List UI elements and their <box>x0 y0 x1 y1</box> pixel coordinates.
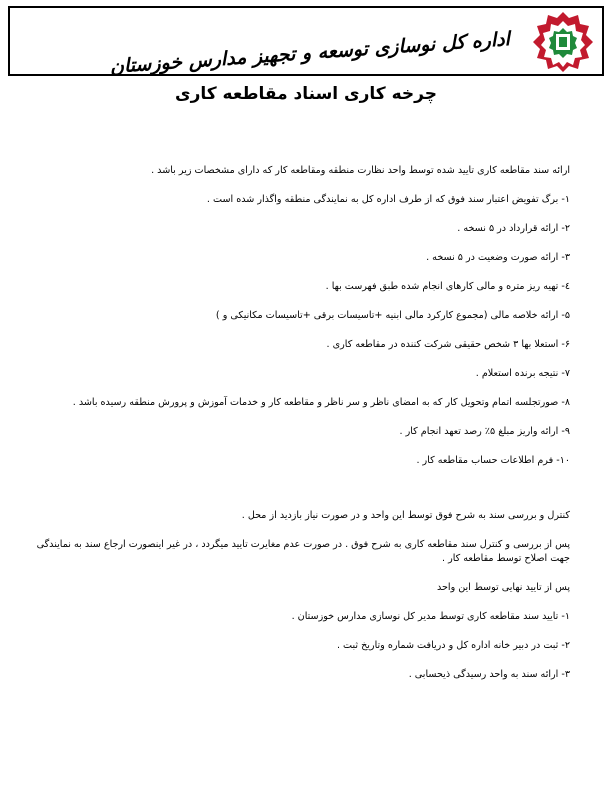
requirement-item-2: ۲- ارائه قرارداد در ۵ نسخه . <box>457 223 570 234</box>
verification-paragraph: پس از بررسی و کنترل سند مقاطعه کاری به شرح فوق . در صورت عدم مغایرت تایید میگردد ، در غیر اینصورت ارجاع سند به نمایندگی جهت اصلاح توسط مقاطعه کار . <box>36 539 570 564</box>
approval-step-3: ۳- ارائه سند به واحد رسیدگی ذیحسابی . <box>408 669 570 680</box>
requirement-item-4: ٤- تهیه ریز متره و مالی کارهای انجام شده طبق فهرست بها . <box>325 281 570 292</box>
requirement-item-10: ۱۰- فرم اطلاعات حساب مقاطعه کار . <box>416 455 570 466</box>
requirement-item-1: ۱- برگ تفویض اعتبار سند فوق که از طرف اداره کل به نمایندگی منطقه واگذار شده است . <box>206 194 570 205</box>
requirement-item-3: ۳- ارائه صورت وضعیت در ۵ نسخه . <box>426 252 570 263</box>
requirement-item-9: ۹- ارائه واریز مبلغ ۵٪ رصد تعهد انجام کار . <box>399 426 570 437</box>
requirement-item-7: ۷- نتیجه برنده استعلام . <box>475 368 570 379</box>
emblem-logo-icon <box>528 10 598 74</box>
requirement-item-6: ۶- استعلا بها ۳ شخص حقیقی شرکت کننده در مقاطعه کاری . <box>326 339 570 350</box>
section1-intro: ارائه سند مقاطعه کاری تایید شده توسط واحد نظارت منطقه ومقاطعه کار که دارای مشخصات زیر باشد . <box>151 165 570 176</box>
requirement-item-5: ۵- ارائه خلاصه مالی (مجموع کارکرد مالی ابنیه +تاسیسات برقی +تاسیسات مکانیکی و ) <box>215 310 570 321</box>
final-approval-heading: پس از تایید نهایی توسط این واحد <box>436 582 570 593</box>
section-spacer <box>20 483 570 509</box>
review-paragraph: کنترل و بررسی سند به شرح فوق توسط این واحد و در صورت نیاز بازدید از محل . <box>241 510 570 521</box>
document-title: چرخه کاری اسناد مقاطعه کاری <box>175 84 437 104</box>
header-banner <box>8 6 604 76</box>
approval-step-1: ۱- تایید سند مقاطعه کاری توسط مدیر کل نوسازی مدارس خوزستان . <box>291 611 570 622</box>
organization-name: اداره کل نوسازی توسعه و تجهیز مدارس خوزستان <box>109 28 511 78</box>
approval-step-2: ۲- ثبت در دبیر خانه اداره کل و دریافت شماره وتاریخ ثبت . <box>336 640 570 651</box>
requirement-item-8: ۸- صورتجلسه اتمام وتحویل کار که به امضای ناظر و سر ناظر و مقاطعه کار و خدمات آموزش و پرورش منطقه رسیده باشد . <box>72 397 570 408</box>
document-body <box>20 164 570 697</box>
